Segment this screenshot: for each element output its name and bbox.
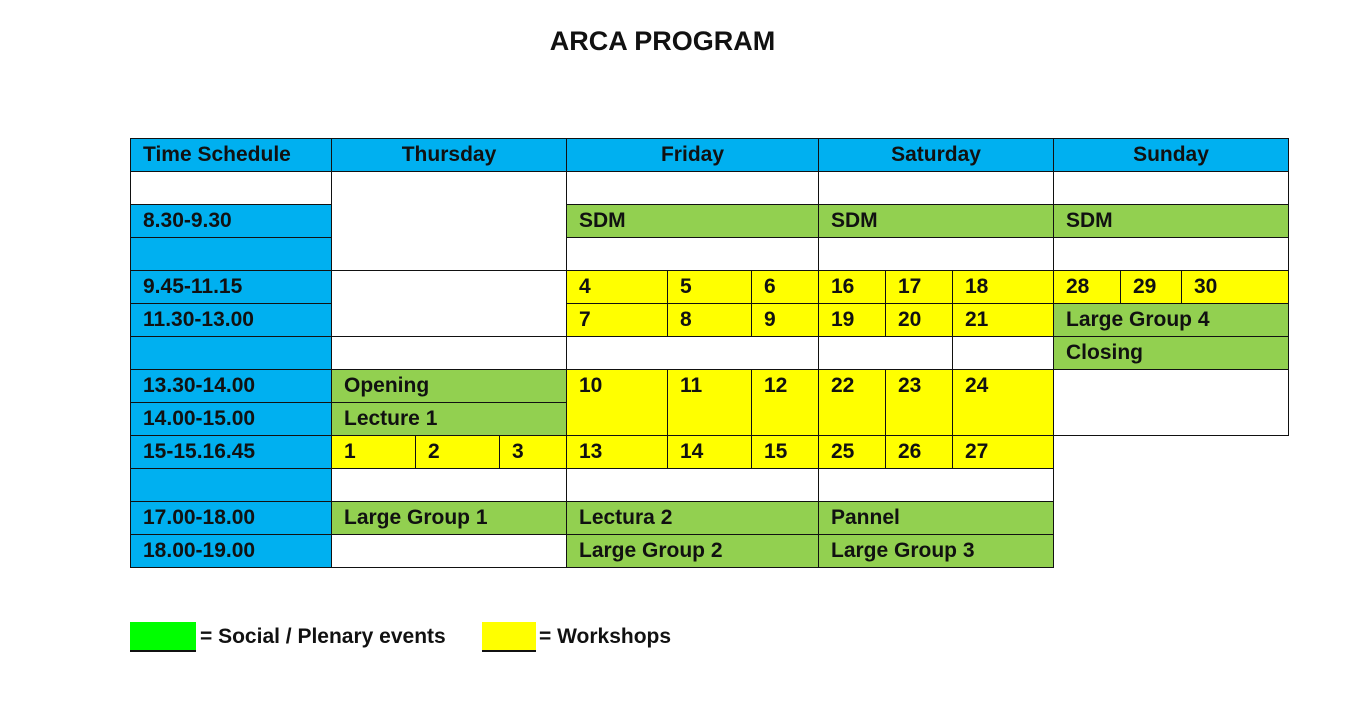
workshop-cell: 22 xyxy=(818,369,886,436)
workshop-cell: 19 xyxy=(818,303,886,337)
saturday-empty xyxy=(818,237,1054,271)
workshop-cell: 12 xyxy=(751,369,819,436)
workshop-cell: 30 xyxy=(1181,270,1289,304)
time-cell-empty xyxy=(130,171,332,205)
time-cell-empty xyxy=(130,237,332,271)
event-large-group-1: Large Group 1 xyxy=(331,501,567,535)
workshop-cell: 24 xyxy=(952,369,1054,436)
saturday-empty xyxy=(818,468,1054,502)
saturday-empty xyxy=(818,336,953,370)
event-large-group-4: Large Group 4 xyxy=(1053,303,1289,337)
saturday-empty xyxy=(952,336,1054,370)
saturday-empty xyxy=(818,171,1054,205)
thursday-empty xyxy=(331,336,567,370)
workshop-cell: 1 xyxy=(331,435,416,469)
workshop-cell: 6 xyxy=(751,270,819,304)
thursday-empty xyxy=(331,270,567,337)
event-lecture-1: Lecture 1 xyxy=(331,402,567,436)
event-large-group-2: Large Group 2 xyxy=(566,534,819,568)
friday-empty xyxy=(566,468,819,502)
friday-empty xyxy=(566,237,819,271)
time-cell: 18.00-19.00 xyxy=(130,534,332,568)
header-saturday: Saturday xyxy=(818,138,1054,172)
workshop-cell: 10 xyxy=(566,369,668,436)
sunday-empty xyxy=(1053,369,1289,436)
workshop-cell: 13 xyxy=(566,435,668,469)
workshop-cell: 9 xyxy=(751,303,819,337)
workshop-cell: 16 xyxy=(818,270,886,304)
legend-workshops-label: = Workshops xyxy=(539,625,672,648)
workshop-cell: 7 xyxy=(566,303,668,337)
workshop-cell: 23 xyxy=(885,369,953,436)
workshop-cell: 20 xyxy=(885,303,953,337)
event-sdm-friday: SDM xyxy=(566,204,819,238)
workshop-cell: 2 xyxy=(415,435,500,469)
header-time-schedule: Time Schedule xyxy=(130,138,332,172)
legend-social-label: = Social / Plenary events xyxy=(200,625,446,648)
time-cell: 11.30-13.00 xyxy=(130,303,332,337)
time-cell: 13.30-14.00 xyxy=(130,369,332,403)
time-cell-empty xyxy=(130,336,332,370)
workshop-cell: 28 xyxy=(1053,270,1121,304)
event-opening: Opening xyxy=(331,369,567,403)
sunday-empty xyxy=(1053,237,1289,271)
sunday-empty xyxy=(1053,171,1289,205)
header-thursday: Thursday xyxy=(331,138,567,172)
legend-yellow-swatch xyxy=(482,622,536,652)
workshop-cell: 27 xyxy=(952,435,1054,469)
workshop-cell: 26 xyxy=(885,435,953,469)
time-cell-empty xyxy=(130,468,332,502)
time-cell: 9.45-11.15 xyxy=(130,270,332,304)
thursday-empty xyxy=(331,534,567,568)
event-lectura-2: Lectura 2 xyxy=(566,501,819,535)
workshop-cell: 25 xyxy=(818,435,886,469)
time-cell: 8.30-9.30 xyxy=(130,204,332,238)
workshop-cell: 21 xyxy=(952,303,1054,337)
friday-empty xyxy=(566,336,819,370)
workshop-cell: 5 xyxy=(667,270,752,304)
time-cell: 15-15.16.45 xyxy=(130,435,332,469)
time-cell: 17.00-18.00 xyxy=(130,501,332,535)
workshop-cell: 8 xyxy=(667,303,752,337)
workshop-cell: 15 xyxy=(751,435,819,469)
workshop-cell: 4 xyxy=(566,270,668,304)
event-sdm-saturday: SDM xyxy=(818,204,1054,238)
workshop-cell: 11 xyxy=(667,369,752,436)
header-friday: Friday xyxy=(566,138,819,172)
workshop-cell: 14 xyxy=(667,435,752,469)
time-cell: 14.00-15.00 xyxy=(130,402,332,436)
workshop-cell: 17 xyxy=(885,270,953,304)
workshop-cell: 3 xyxy=(499,435,567,469)
event-closing: Closing xyxy=(1053,336,1289,370)
header-sunday: Sunday xyxy=(1053,138,1289,172)
workshop-cell: 18 xyxy=(952,270,1054,304)
thursday-empty xyxy=(331,468,567,502)
friday-empty xyxy=(566,171,819,205)
event-pannel: Pannel xyxy=(818,501,1054,535)
thursday-empty xyxy=(331,171,567,271)
page-title: ARCA PROGRAM xyxy=(549,26,776,56)
event-large-group-3: Large Group 3 xyxy=(818,534,1054,568)
workshop-cell: 29 xyxy=(1120,270,1182,304)
event-sdm-sunday: SDM xyxy=(1053,204,1289,238)
legend-green-swatch xyxy=(130,622,196,652)
